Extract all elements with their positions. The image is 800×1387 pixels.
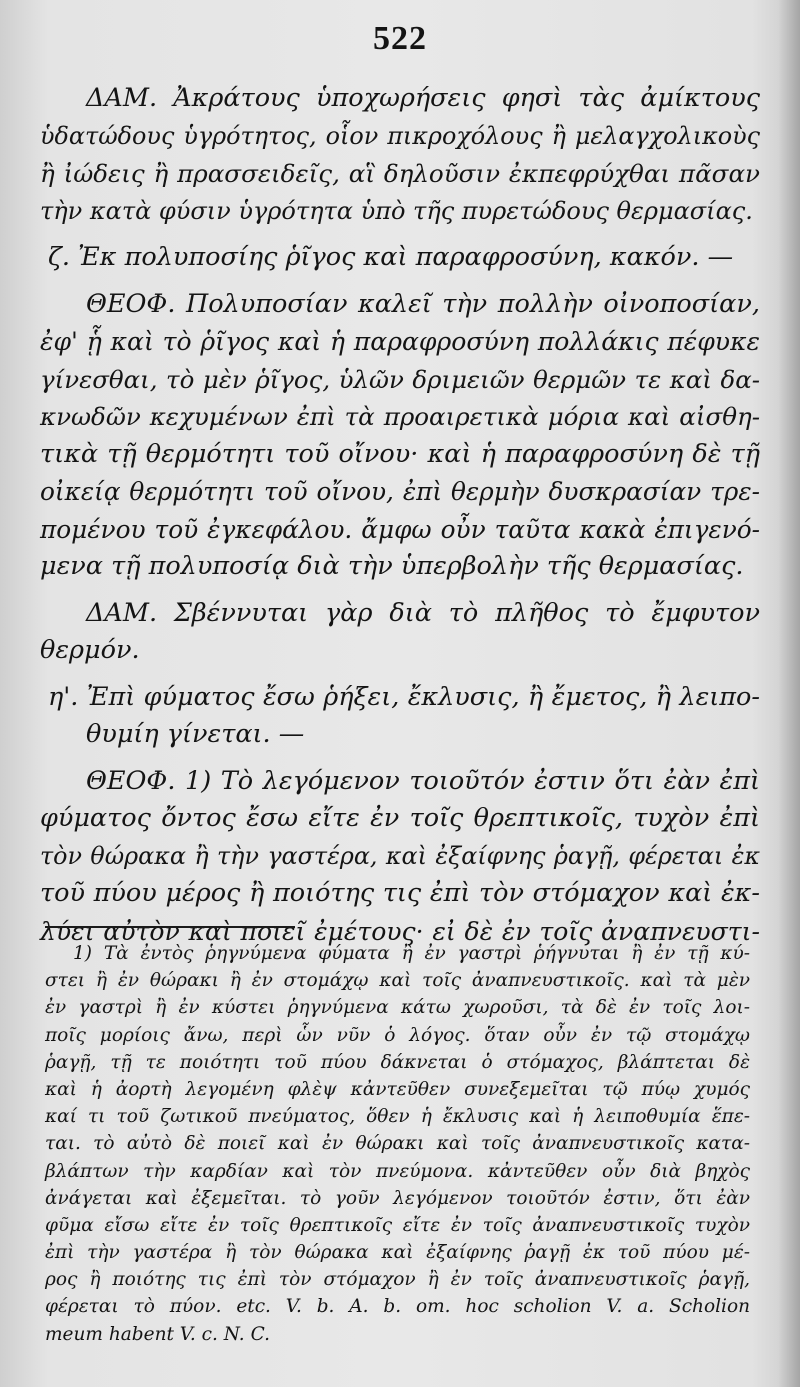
footnote [45, 940, 750, 1348]
aphorism-line: ζ. Ἐκ πολυποσίης ῥῖγος καὶ παραφροσύνη, κακόν. — [48, 242, 734, 272]
footnote-line: ποῖς μορίοις ἄνω, περὶ ὧν νῦν ὁ λόγος. ὅταν οὖν ἐν τῷ στομάχῳ [45, 1024, 750, 1046]
footnote-line: meum habent V. c. N. C. [45, 1323, 270, 1345]
text-line: τοῦ πύου μέρος ἢ ποιότης τις ἐπὶ τὸν στόμαχον καὶ ἐκ- [40, 878, 760, 908]
text-line: ὑδατώδους ὑγρότητος, οἷον πικροχόλους ἢ μελαγχολικοὺς [40, 121, 760, 150]
text-line: φύματος ὄντος ἔσω εἴτε ἐν τοῖς θρεπτικοῖς, τυχὸν ἐπὶ [40, 803, 760, 833]
text-line: ΔΑΜ. Σβέννυται γὰρ διὰ τὸ πλῆθος τὸ ἔμφυτον [86, 597, 760, 628]
text-line: οἰκείᾳ θερμότητι τοῦ οἴνου, ἐπὶ θερμὴν δυσκρασίαν τρε- [40, 477, 760, 506]
footnote-line: ἐν γαστρὶ ἢ ἐν κύστει ῥηγνύμενα κάτω χωροῦσι, τὰ δὲ ἐν τοῖς λοι- [45, 997, 750, 1019]
footnote-line: ται. τὸ αὐτὸ δὲ ποιεῖ καὶ ἐν θώρακι καὶ τοῖς ἀναπνευστικοῖς κατα- [45, 1133, 750, 1155]
footnote-line: καί τι τοῦ ζωτικοῦ πνεύματος, ὅθεν ἡ ἔκλυσις καὶ ἡ λειποθυμία ἕπε- [45, 1106, 750, 1128]
text-line: γίνεσθαι, τὸ μὲν ῥῖγος, ὑλῶν δριμειῶν θερμῶν τε καὶ δα- [40, 364, 760, 394]
text-line: ἐφ' ᾗ καὶ τὸ ῥῖγος καὶ ἡ παραφροσύνη πολλάκις πέφυκε [40, 327, 760, 356]
footnote-line: φῦμα εἴσω εἴτε ἐν τοῖς θρεπτικοῖς εἴτε ἐν τοῖς ἀναπνευστικοῖς τυχὸν [45, 1214, 750, 1236]
text-line: ΔΑΜ. Ἀκράτους ὑποχωρήσεις φησὶ τὰς ἀμίκτους [86, 83, 760, 113]
text-line: μενα τῇ πολυποσίᾳ διὰ τὴν ὑπερβολὴν τῆς θερμασίας. [40, 551, 744, 581]
text-line: θερμόν. [40, 635, 140, 665]
text-line: κνωδῶν κεχυμένων ἐπὶ τὰ προαιρετικὰ μόρια καὶ αἰσθη- [40, 402, 760, 431]
page-number: 522 [373, 20, 427, 57]
aphorism-line: θυμίη γίνεται. — [86, 719, 305, 749]
text-line: ΘΕΟΦ. 1) Τὸ λεγόμενον τοιοῦτόν ἐστιν ὅτι ἐὰν ἐπὶ [86, 765, 760, 796]
aphorism-line: η'. Ἐπὶ φύματος ἔσω ῥήξει, ἔκλυσις, ἢ ἔμετος, ἢ λειπο- [48, 681, 760, 712]
footnote-line: ἀνάγεται καὶ ἐξεμεῖται. τὸ γοῦν λεγόμενον τοιοῦτόν ἐστιν, ὅτι ἐὰν [45, 1187, 750, 1209]
footnote-line: ρος ἢ ποιότης τις ἐπὶ τὸν στόμαχον ἢ ἐν τοῖς ἀναπνευστικοῖς ῥαγῇ, [45, 1269, 750, 1291]
text-line: τὴν κατὰ φύσιν ὑγρότητα ὑπὸ τῆς πυρετώδους θερμασίας. [40, 196, 753, 225]
footnote-line: ῥαγῇ, τῇ τε ποιότητι τοῦ πύου δάκνεται ὁ στόμαχος, βλάπτεται δὲ [45, 1051, 750, 1073]
footnote-line: στει ἢ ἐν θώρακι ἢ ἐν στομάχῳ καὶ τοῖς ἀναπνευστικοῖς. καὶ τὰ μὲν [45, 970, 750, 992]
text-line: λύει αὐτὸν καὶ ποιεῖ ἐμέτους· εἰ δὲ ἐν τοῖς ἀναπνευστι- [40, 916, 760, 946]
footnote-rule [45, 926, 295, 928]
footnote-line: βλάπτων τὴν καρδίαν καὶ τὸν πνεύμονα. κἀντεῦθεν οὖν διὰ βηχὸς [45, 1160, 750, 1182]
text-line: τὸν θώρακα ἢ τὴν γαστέρα, καὶ ἐξαίφνης ῥαγῇ, φέρεται ἐκ [40, 841, 760, 870]
text-line: ΘΕΟΦ. Πολυποσίαν καλεῖ τὴν πολλὴν οἰνοποσίαν, [86, 288, 760, 319]
footnote-line: καὶ ἡ ἀορτὴ λεγομένη φλὲψ κἀντεῦθεν συνεξεμεῖται τῷ πύῳ χυμός [45, 1078, 750, 1100]
text-line: τικὰ τῇ θερμότητι τοῦ οἴνου· καὶ ἡ παραφροσύνη δὲ τῇ [40, 438, 760, 469]
text-line: ἢ ἰώδεις ἢ πρασσειδεῖς, αἳ δηλοῦσιν ἐκπεφρύχθαι πᾶσαν [40, 159, 760, 188]
footnote-line: φέρεται τὸ πύον. etc. V. b. A. b. om. hoc scholion V. a. Scholion [45, 1296, 750, 1318]
text-line: πομένου τοῦ ἐγκεφάλου. ἄμφω οὖν ταῦτα κακὰ ἐπιγενό- [40, 514, 760, 544]
footnote-line: ἐπὶ τὴν γαστέρα ἢ τὸν θώρακα καὶ ἐξαίφνης ῥαγῇ ἐκ τοῦ πύου μέ- [45, 1242, 750, 1264]
footnote-line: 1) Τὰ ἐντὸς ῥηγνύμενα φύματα ἢ ἐν γαστρὶ ῥήγνυται ἢ ἐν τῇ κύ- [73, 943, 750, 964]
main-text [40, 80, 760, 950]
